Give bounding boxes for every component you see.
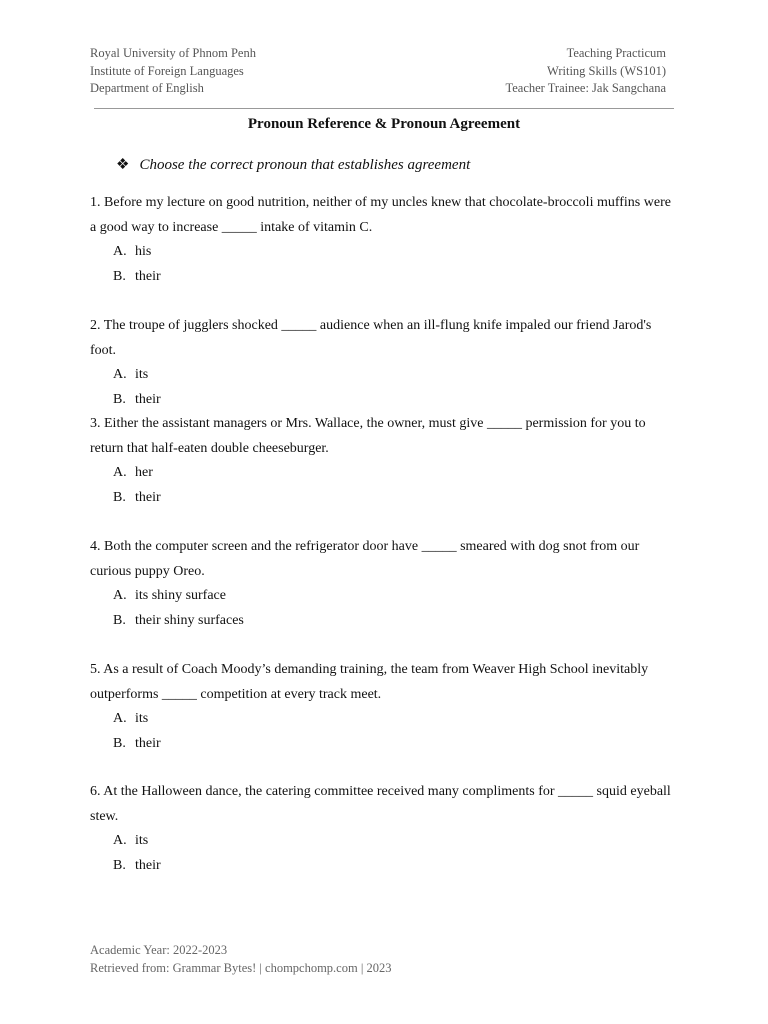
option-b[interactable] [90,732,680,757]
instruction-text: Choose the correct pronoun that establishes agreement [139,157,471,173]
option-text: its [135,367,149,382]
option-list [90,829,680,878]
option-text: their [135,268,161,284]
option-text: his [135,244,152,259]
option-letter: A. [113,711,127,726]
option-text: its [135,711,149,726]
option-list [90,461,680,510]
option-text: its shiny surface [135,588,226,603]
footer-source: Retrieved from: Grammar Bytes! | chompchomp.com | 2023 [90,960,392,975]
header-department: Department of English [90,81,204,95]
question-1 [90,190,680,289]
header-institution [90,45,256,98]
option-list [90,584,680,633]
option-letter: A. [113,244,127,259]
question-3 [90,411,680,510]
question-text: 5. As a result of Coach Moody’s demanding training, the team from Weaver High School inevitably outperforms _____ competition at every track meet. [90,662,649,702]
document-footer [90,942,391,977]
question-text: 1. Before my lecture on good nutrition, neither of my uncles knew that chocolate-broccoli muffins were a good way to increase _____ intake of vitamin C. [90,195,671,235]
header-university: Royal University of Phnom Penh [90,46,256,60]
option-b[interactable] [90,854,680,879]
option-letter: A. [113,588,127,603]
footer-academic-year: Academic Year: 2022-2023 [90,943,228,957]
question-6 [90,779,680,878]
option-b[interactable] [90,265,680,290]
option-letter: B. [113,612,126,628]
header-course-name: Writing Skills (WS101) [547,63,666,78]
option-b[interactable] [90,486,680,511]
header-institute: Institute of Foreign Languages [90,63,244,78]
option-a[interactable] [90,829,680,854]
option-list [90,363,680,412]
option-letter: B. [113,268,126,284]
option-text: their [135,735,161,751]
question-2 [90,313,680,412]
option-letter: B. [113,391,126,407]
question-4 [90,534,680,633]
option-b[interactable] [90,388,680,413]
option-text: their shiny surfaces [135,612,244,628]
option-b[interactable] [90,609,680,634]
question-5 [90,657,680,756]
instruction [116,155,470,174]
option-letter: B. [113,735,126,751]
header-divider [94,108,674,109]
option-text: their [135,391,161,407]
question-text: 6. At the Halloween dance, the catering committee received many compliments for _____ squid eyeball stew. [90,784,671,824]
option-text: their [135,489,161,505]
page-title: Pronoun Reference & Pronoun Agreement [247,116,521,132]
diamond-bullet-icon: ❖ [116,157,130,173]
option-letter: A. [113,833,127,848]
option-text: their [135,857,161,873]
option-a[interactable] [90,461,680,486]
option-list [90,240,680,289]
option-a[interactable] [90,584,680,609]
option-a[interactable] [90,240,680,265]
question-text: 2. The troupe of jugglers shocked _____ audience when an ill-flung knife impaled our friend Jarod's foot. [90,318,652,358]
header-course [505,45,666,98]
header-trainee: Teacher Trainee: Jak Sangchana [505,81,666,95]
option-letter: B. [113,489,126,505]
option-letter: B. [113,857,126,873]
option-letter: A. [113,465,127,480]
option-a[interactable] [90,363,680,388]
option-text: its [135,833,149,848]
question-text: 4. Both the computer screen and the refrigerator door have _____ smeared with dog snot from our curious puppy Oreo. [90,539,640,579]
question-text: 3. Either the assistant managers or Mrs. Wallace, the owner, must give _____ permission for you to return that half-eaten double cheeseburger. [90,416,646,456]
option-text: her [135,465,153,480]
option-list [90,707,680,756]
option-letter: A. [113,367,127,382]
option-a[interactable] [90,707,680,732]
header-practicum: Teaching Practicum [566,46,666,60]
